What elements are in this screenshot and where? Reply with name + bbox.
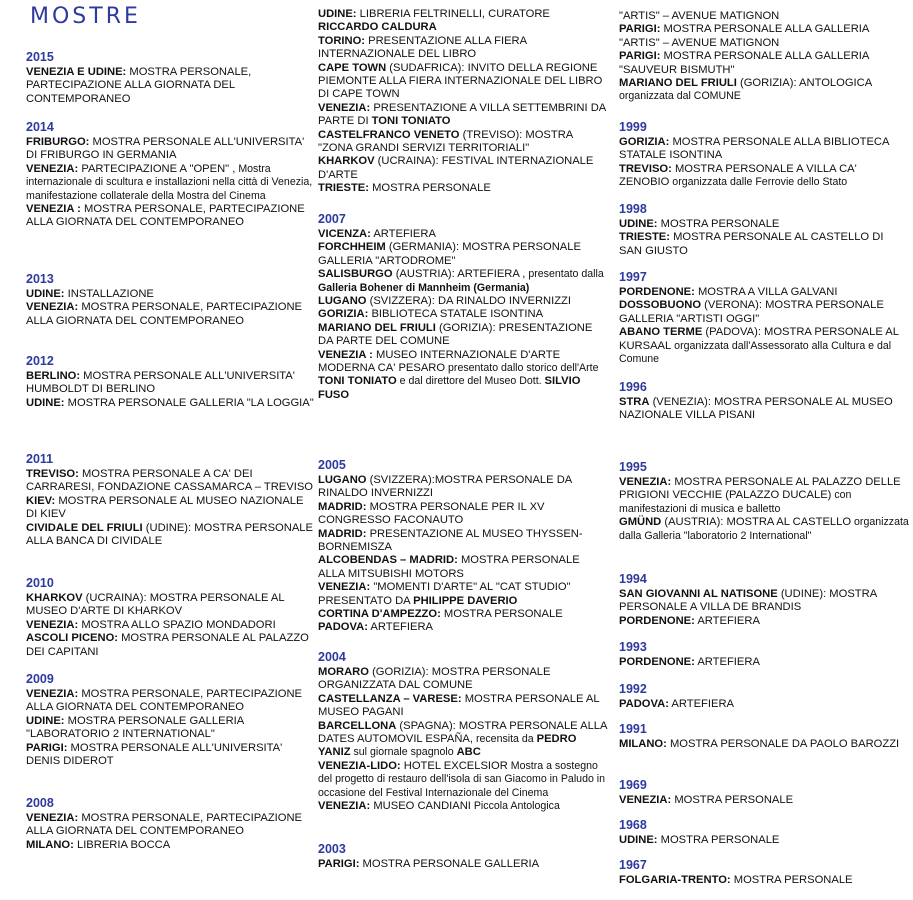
entry-text: MOSTRA PERSONALE GALLERIA "LA LOGGIA" — [64, 396, 314, 409]
exhibition-entry — [26, 66, 316, 106]
year-heading: 1994 — [619, 572, 647, 586]
entry-place: VENEZIA : — [26, 203, 81, 216]
entry-place: VENEZIA: — [318, 101, 371, 114]
exhibition-entry — [619, 218, 909, 231]
entry-text: MOSTRA PERSONALE, PARTECIPAZIONE ALLA GIORNATA DEL CONTEMPORANEO — [26, 66, 252, 105]
exhibition-entry — [26, 495, 316, 522]
entry-text: ARTEFIERA — [694, 614, 760, 627]
entry-text: ARTEFIERA — [367, 621, 434, 634]
exhibition-entry — [318, 322, 608, 349]
entry-text: MOSTRA PERSONALE ALL'UNIVERSITA' DENIS DIDEROT — [26, 741, 283, 768]
exhibition-entry — [318, 308, 608, 321]
entry-text: (UCRAINA): MOSTRA PERSONALE AL MUSEO D'ARTE DI KHARKOV — [26, 592, 285, 618]
year-heading: 1991 — [619, 722, 647, 736]
entry-place: PORDENONE: — [619, 656, 695, 668]
exhibition-entry — [619, 874, 909, 887]
exhibition-entry — [26, 468, 316, 495]
entry-text: MOSTRA PERSONALE ALLA GALLERIA "ARTIS" – AVENUE MATIGNON — [619, 23, 869, 49]
year-heading: 2012 — [26, 354, 54, 368]
entry-text: (SPAGNA): MOSTRA PERSONALE ALLA DATES AUTOMOVIL ESPAÑA, — [318, 719, 607, 746]
entry-place: PADOVA: — [619, 698, 669, 710]
entry-note: organizzata dalla Galleria "laboratorio 2 International" — [619, 516, 909, 542]
entry-name: TONI TONIATO — [371, 115, 451, 128]
entry-text: MOSTRA PERSONALE GALLERIA — [359, 858, 540, 870]
entry-text: MOSTRA PERSONALE ALLA BIBLIOTECA STATALE ISONTINA — [619, 136, 889, 162]
entry-place: GORIZIA: — [619, 136, 670, 148]
entry-place: UDINE: — [318, 8, 357, 20]
exhibition-entry — [318, 608, 608, 621]
exhibition-entry — [26, 619, 316, 632]
entry-text: MOSTRA PERSONALE AL CASTELLO DI SAN GIUSTO — [619, 231, 884, 257]
entry-text: MOSTRA PERSONALE, PARTECIPAZIONE ALLA GIORNATA DEL CONTEMPORANEO — [26, 301, 303, 327]
entry-name: PEDRO YANIZ — [318, 733, 577, 759]
entry-text: (GORIZIA): ANTOLOGICA — [736, 77, 873, 90]
exhibition-entry — [318, 666, 608, 693]
entry-note: Mostra a sostegno del progetto di restauro dell'isola di san Giacomo in Paludo in occasione del Festival Internazionale del Cinema — [318, 759, 606, 799]
entry-text: MOSTRA PERSONALE AL PALAZZO DEI CAPITANI — [26, 632, 309, 658]
year-block-1968 — [619, 818, 909, 847]
entry-place: DOSSOBUONO — [619, 299, 702, 312]
exhibition-entry — [318, 621, 608, 634]
year-heading: 1993 — [619, 640, 647, 654]
entry-text: MOSTRA PERSONALE — [730, 874, 853, 886]
entry-place: VENEZIA E UDINE: — [26, 66, 127, 78]
entry-text: MOSTRA PERSONALE — [657, 218, 780, 230]
entry-place: TREVISO: — [26, 468, 79, 480]
entry-name: ABC — [456, 746, 481, 759]
entry-place: BARCELLONA — [318, 719, 397, 732]
entry-text: LIBRERIA FELTRINELLI, CURATORE — [356, 8, 550, 20]
entry-place: VENEZIA : — [318, 348, 373, 361]
exhibition-entry — [26, 288, 316, 301]
exhibition-entry — [619, 299, 909, 326]
entry-place: VENEZIA: — [318, 800, 371, 813]
year-heading: 2005 — [318, 458, 346, 472]
entry-text: MOSTRA PERSONALE ALL'UNIVERSITA' DI FRIBURGO IN GERMANIA — [26, 136, 305, 162]
exhibition-entry — [26, 632, 316, 659]
year-block-1967 — [619, 858, 909, 887]
entry-text: HOTEL EXCELSIOR — [400, 759, 508, 772]
entry-note: recensita da — [473, 733, 537, 746]
entry-place: VENEZIA: — [619, 476, 672, 488]
exhibition-entry — [26, 688, 316, 715]
year-heading: 2009 — [26, 672, 54, 686]
exhibition-entry — [318, 501, 608, 528]
year-heading: 2014 — [26, 120, 54, 134]
exhibition-entry — [619, 615, 909, 628]
entry-place: MARIANO DEL FRIULI — [318, 321, 436, 334]
entry-place: VENEZIA: — [26, 301, 79, 314]
entry-place: GMÜND — [619, 516, 662, 529]
exhibition-entry — [26, 370, 316, 397]
exhibition-entry — [318, 528, 608, 555]
entry-place: MILANO: — [26, 838, 74, 851]
entry-text: MOSTRA PERSONALE DA PAOLO BAROZZI — [666, 738, 900, 750]
year-block-1996 — [619, 380, 909, 423]
year-block-1995 — [619, 460, 909, 543]
entry-text: MOSTRA PERSONALE AL MUSEO NAZIONALE DI KIEV — [26, 494, 304, 521]
exhibition-entry — [318, 581, 608, 608]
entry-place: PARIGI: — [619, 23, 661, 36]
exhibition-entry — [26, 592, 316, 619]
entry-place: LUGANO — [318, 295, 367, 308]
entry-place: VENEZIA: — [26, 812, 79, 824]
exhibition-entry — [318, 760, 608, 800]
exhibition-entry — [318, 129, 608, 156]
entry-place: STRA — [619, 396, 650, 408]
entry-place: MADRID: — [318, 500, 367, 513]
entry-place: UDINE: — [26, 288, 65, 300]
year-heading: 2007 — [318, 212, 346, 226]
year-heading: 1999 — [619, 120, 647, 134]
entry-text: "ARTIS" – AVENUE MATIGNON — [619, 10, 780, 22]
year-heading: 1998 — [619, 202, 647, 216]
entry-note: presentato dalla — [525, 268, 604, 281]
exhibition-entry — [26, 301, 316, 328]
entry-place: UDINE: — [619, 218, 658, 230]
entry-text: (SVIZZERA):MOSTRA PERSONALE DA RINALDO INVERNIZZI — [318, 474, 572, 500]
exhibition-entry — [26, 163, 316, 203]
entry-place: VENEZIA: — [318, 581, 371, 594]
exhibition-entry — [318, 102, 608, 129]
year-heading: 1996 — [619, 380, 647, 394]
entry-place: LUGANO — [318, 474, 367, 486]
exhibition-entry — [318, 182, 608, 195]
exhibition-entry — [26, 742, 316, 769]
exhibition-entry — [318, 693, 608, 720]
exhibition-entry — [619, 77, 909, 104]
entry-text: PRESENTAZIONE A VILLA SETTEMBRINI DA PARTE DI — [318, 101, 606, 128]
entry-name: Galleria Bohener di Mannheim (Germania) — [318, 281, 530, 294]
year-heading: 1967 — [619, 858, 647, 872]
entry-place: MARIANO DEL FRIULI — [619, 77, 737, 90]
exhibition-entry — [619, 516, 909, 543]
year-block-2012 — [26, 354, 316, 410]
entry-text: (UCRAINA): FESTIVAL INTERNAZIONALE D'ARTE — [318, 155, 594, 181]
entry-place: VENEZIA: — [26, 618, 79, 631]
entry-place: ABANO TERME — [619, 326, 703, 339]
entry-text: (SUDAFRICA): INVITO DELLA REGIONE PIEMONTE ALLA FIERA INTERNAZIONALE DEL LIBRO DI CAPE TOWN — [318, 61, 603, 101]
entry-place: SALISBURGO — [318, 268, 393, 281]
exhibition-entry — [26, 136, 316, 163]
entry-text: (GERMANIA): MOSTRA PERSONALE GALLERIA "ARTODROME" — [318, 241, 581, 267]
exhibition-entry — [619, 50, 909, 77]
year-heading: 2008 — [26, 796, 54, 810]
entry-text: (UDINE): MOSTRA PERSONALE ALLA BANCA DI CIVIDALE — [26, 521, 313, 548]
entry-text: MOSTRA PERSONALE ALLA GALLERIA "SAUVEUR BISMUTH" — [619, 50, 869, 76]
year-block-2005 — [318, 458, 608, 635]
entry-place: CASTELLANZA – VARESE: — [318, 692, 462, 705]
entry-place: TREVISO: — [619, 162, 672, 175]
entry-place: TRIESTE: — [619, 231, 670, 244]
entry-text: (PADOVA): MOSTRA PERSONALE AL KURSAAL — [619, 326, 899, 352]
year-block-1991 — [619, 722, 909, 751]
entry-note: presentato dallo storico dell'Arte — [445, 362, 599, 375]
entry-place: FOLGARIA-TRENTO: — [619, 874, 731, 886]
entry-text: MOSTRA PERSONALE — [440, 608, 563, 621]
entry-text: MOSTRA PERSONALE — [671, 794, 794, 806]
exhibition-entry — [619, 656, 909, 669]
entry-text: PRESENTAZIONE AL MUSEO THYSSEN-BORNEMISZA — [318, 527, 583, 554]
entry-place: PORDENONE: — [619, 614, 695, 627]
exhibition-entry — [619, 588, 909, 615]
entry-text: PRESENTAZIONE ALLA FIERA INTERNAZIONALE DEL LIBRO — [318, 34, 527, 61]
year-heading: 2003 — [318, 842, 346, 856]
year-block-2003-continued — [619, 10, 909, 104]
year-block-2015 — [26, 50, 316, 106]
entry-text: (UDINE): MOSTRA PERSONALE A VILLA DE BRANDIS — [619, 588, 877, 614]
entry-text: ARTEFIERA — [370, 228, 436, 240]
exhibition-entry — [318, 268, 608, 295]
exhibition-entry — [619, 794, 909, 807]
exhibition-entry — [318, 554, 608, 581]
entry-note: e dal direttore del Museo Dott. — [396, 375, 545, 388]
entry-place: PARIGI: — [619, 50, 661, 63]
exhibition-entry — [318, 35, 608, 62]
entry-place: ASCOLI PICENO: — [26, 632, 118, 645]
exhibition-entry — [619, 163, 909, 190]
year-block-2011 — [26, 452, 316, 548]
entry-place: KHARKOV — [318, 155, 375, 168]
exhibition-entry — [318, 228, 608, 241]
entry-text: MOSTRA PERSONALE AL PALAZZO DELLE PRIGIONI VECCHIE (PALAZZO DUCALE) — [619, 476, 901, 502]
entry-text: MOSTRA PERSONALE — [368, 182, 491, 195]
year-block-2013 — [26, 272, 316, 328]
exhibition-entry — [619, 326, 909, 366]
entry-place: GORIZIA: — [318, 308, 369, 321]
entry-place: VENEZIA: — [26, 688, 79, 700]
entry-text: MOSTRA PERSONALE, PARTECIPAZIONE ALLA GIORNATA DEL CONTEMPORANEO — [26, 812, 303, 838]
year-block-2008-continued — [318, 8, 608, 196]
entry-text: MOSTRA PERSONALE ALL'UNIVERSITA' HUMBOLDT DI BERLINO — [26, 370, 295, 396]
exhibition-entry — [26, 839, 316, 852]
exhibition-entry — [318, 8, 608, 35]
exhibition-entry — [619, 23, 909, 50]
entry-name: TONI TONIATO — [318, 375, 397, 388]
entry-place: MORARO — [318, 666, 369, 678]
entry-place: CORTINA D'AMPEZZO: — [318, 608, 441, 621]
entry-place: SAN GIOVANNI AL NATISONE — [619, 588, 778, 600]
exhibition-entry — [619, 286, 909, 299]
entry-place: CAPE TOWN — [318, 61, 387, 74]
year-heading: 2013 — [26, 272, 54, 286]
year-block-2010 — [26, 576, 316, 659]
entry-text: MOSTRA PERSONALE — [657, 834, 780, 846]
exhibition-entry — [619, 834, 909, 847]
entry-text: (SVIZZERA): DA RINALDO INVERNIZZI — [366, 295, 571, 308]
exhibition-entry — [318, 62, 608, 102]
year-block-1999 — [619, 120, 909, 190]
exhibition-entry — [318, 858, 608, 871]
entry-place: MILANO: — [619, 738, 667, 750]
entry-text: PARTECIPAZIONE A "OPEN" , — [78, 162, 236, 175]
year-heading: 1968 — [619, 818, 647, 832]
exhibition-entry — [318, 800, 608, 813]
entry-place: ALCOBENDAS – MADRID: — [318, 554, 458, 567]
exhibition-entry — [619, 231, 909, 258]
entry-text: MOSTRA A VILLA GALVANI — [694, 286, 838, 298]
year-heading: 2010 — [26, 576, 54, 590]
entry-text: MOSTRA PERSONALE A VILLA CA' ZENOBIO — [619, 162, 857, 189]
entry-place: CIVIDALE DEL FRIULI — [26, 521, 143, 534]
entry-note: con manifestazioni di musica e balletto — [619, 489, 852, 515]
entry-text: MOSTRA PERSONALE ALLA MITSUBISHI MOTORS — [318, 554, 580, 580]
entry-place: UDINE: — [26, 396, 65, 409]
exhibition-entry — [619, 396, 909, 423]
entry-place: KHARKOV — [26, 592, 83, 604]
entry-place: VICENZA: — [318, 228, 371, 240]
exhibition-entry — [26, 715, 316, 742]
exhibition-entry — [318, 295, 608, 308]
entry-place: VENEZIA-LIDO: — [318, 759, 401, 772]
entry-text: (GORIZIA): PRESENTAZIONE DA PARTE DEL COMUNE — [318, 321, 593, 348]
exhibition-entry — [26, 812, 316, 839]
entry-place: TRIESTE: — [318, 182, 369, 195]
entry-place: FRIBURGO: — [26, 136, 90, 148]
entry-text: (GORIZIA): MOSTRA PERSONALE ORGANIZZATA DAL COMUNE — [318, 666, 551, 692]
entry-text: (AUSTRIA): ARTEFIERA , — [392, 268, 526, 281]
year-heading: 1997 — [619, 270, 647, 284]
exhibition-entry — [318, 720, 608, 760]
entry-text: MOSTRA PERSONALE GALLERIA "LABORATORIO 2 INTERNATIONAL" — [26, 714, 244, 741]
entry-text: MUSEO INTERNAZIONALE D'ARTE MODERNA CA' PESARO — [318, 348, 561, 375]
exhibition-entry — [619, 476, 909, 516]
entry-place: VENEZIA: — [619, 794, 672, 806]
year-block-2014 — [26, 120, 316, 230]
year-block-2007 — [318, 212, 608, 402]
entry-name: PHILIPPE DAVERIO — [413, 594, 518, 607]
year-block-1969 — [619, 778, 909, 807]
year-block-1998 — [619, 202, 909, 258]
entry-text: MOSTRA PERSONALE, PARTECIPAZIONE ALLA GIORNATA DEL CONTEMPORANEO — [26, 688, 303, 714]
entry-place: TORINO: — [318, 34, 366, 47]
entry-place: PORDENONE: — [619, 286, 695, 298]
entry-name: RICCARDO CALDURA — [318, 21, 437, 34]
entry-place: VENEZIA: — [26, 162, 79, 175]
year-block-2003 — [318, 842, 608, 871]
entry-note: organizzata dall'Assessorato alla Cultura e dal Comune — [619, 339, 892, 366]
entry-text: (AUSTRIA): MOSTRA AL CASTELLO — [661, 516, 852, 529]
exhibition-entry — [318, 241, 608, 268]
exhibition-entry — [318, 349, 608, 403]
entry-text: ARTEFIERA — [694, 656, 760, 668]
entry-text: (VERONA): MOSTRA PERSONALE GALLERIA "ARTISTI OGGI" — [619, 299, 884, 325]
entry-text: (VENEZIA): MOSTRA PERSONALE AL MUSEO NAZIONALE VILLA PISANI — [619, 396, 893, 422]
entry-text: ARTEFIERA — [668, 698, 735, 710]
entry-text: INSTALLAZIONE — [64, 288, 154, 300]
exhibition-entry — [26, 203, 316, 230]
exhibition-entry — [318, 474, 608, 501]
entry-text: MOSTRA PERSONALE AL MUSEO PAGANI — [318, 692, 600, 719]
year-heading: 1992 — [619, 682, 647, 696]
entry-text: (TREVISO): MOSTRA "ZONA GRANDI SERVIZI TERRITORIALI" — [318, 128, 573, 155]
entry-note: sul giornale spagnolo — [350, 746, 457, 759]
page-title: MOSTRE — [30, 4, 141, 29]
year-block-1997 — [619, 270, 909, 366]
exhibition-entry — [26, 522, 316, 549]
entry-text: LIBRERIA BOCCA — [73, 838, 171, 851]
year-block-2004 — [318, 650, 608, 813]
entry-text: MOSTRA PERSONALE A CA' DEI CARRARESI, FONDAZIONE CASSAMARCA – TREVISO — [26, 468, 313, 494]
entry-text: MOSTRA PERSONALE, PARTECIPAZIONE ALLA GIORNATA DEL CONTEMPORANEO — [26, 203, 305, 229]
year-heading: 2004 — [318, 650, 346, 664]
year-block-1994 — [619, 572, 909, 628]
entry-text: MOSTRA PERSONALE PER IL XV CONGRESSO FACONAUTO — [318, 500, 545, 527]
entry-text: MUSEO CANDIANI — [370, 800, 471, 813]
entry-place: PADOVA: — [318, 621, 368, 634]
year-heading: 2015 — [26, 50, 54, 64]
exhibition-entry — [318, 155, 608, 182]
entry-note: organizzata dal COMUNE — [619, 90, 741, 103]
entry-place: PARIGI: — [318, 858, 360, 870]
entry-place: FORCHHEIM — [318, 241, 386, 254]
entry-note: Piccola Antologica — [470, 800, 560, 813]
year-heading: 1969 — [619, 778, 647, 792]
entry-place: KIEV: — [26, 494, 56, 507]
entry-place: UDINE: — [26, 714, 65, 727]
exhibition-entry — [26, 397, 316, 410]
entry-note: Mostra internazionale di scultura e installazioni nella città di Venezia, manifestazione collaterale della Mostra del Cinema — [26, 162, 313, 202]
year-block-2009 — [26, 672, 316, 768]
year-block-1993 — [619, 640, 909, 669]
exhibition-entry — [619, 10, 909, 23]
entry-text: "MOMENTI D'ARTE" AL "CAT STUDIO" PRESENTATO DA — [318, 581, 571, 607]
year-block-1992 — [619, 682, 909, 711]
entry-name: SILVIO FUSO — [318, 375, 581, 401]
entry-place: PARIGI: — [26, 741, 68, 754]
entry-place: CASTELFRANCO VENETO — [318, 128, 460, 141]
entry-place: BERLINO: — [26, 370, 81, 382]
exhibition-entry — [619, 136, 909, 163]
entry-text: BIBLIOTECA STATALE ISONTINA — [368, 308, 544, 321]
entry-note: organizzata dalle Ferrovie dello Stato — [669, 176, 848, 189]
entry-place: UDINE: — [619, 834, 658, 846]
year-block-2008 — [26, 796, 316, 852]
entry-text: MOSTRA ALLO SPAZIO MONDADORI — [78, 618, 276, 631]
exhibition-entry — [619, 738, 909, 751]
year-heading: 1995 — [619, 460, 647, 474]
exhibition-entry — [619, 698, 909, 711]
year-heading: 2011 — [26, 452, 54, 466]
entry-place: MADRID: — [318, 527, 367, 540]
